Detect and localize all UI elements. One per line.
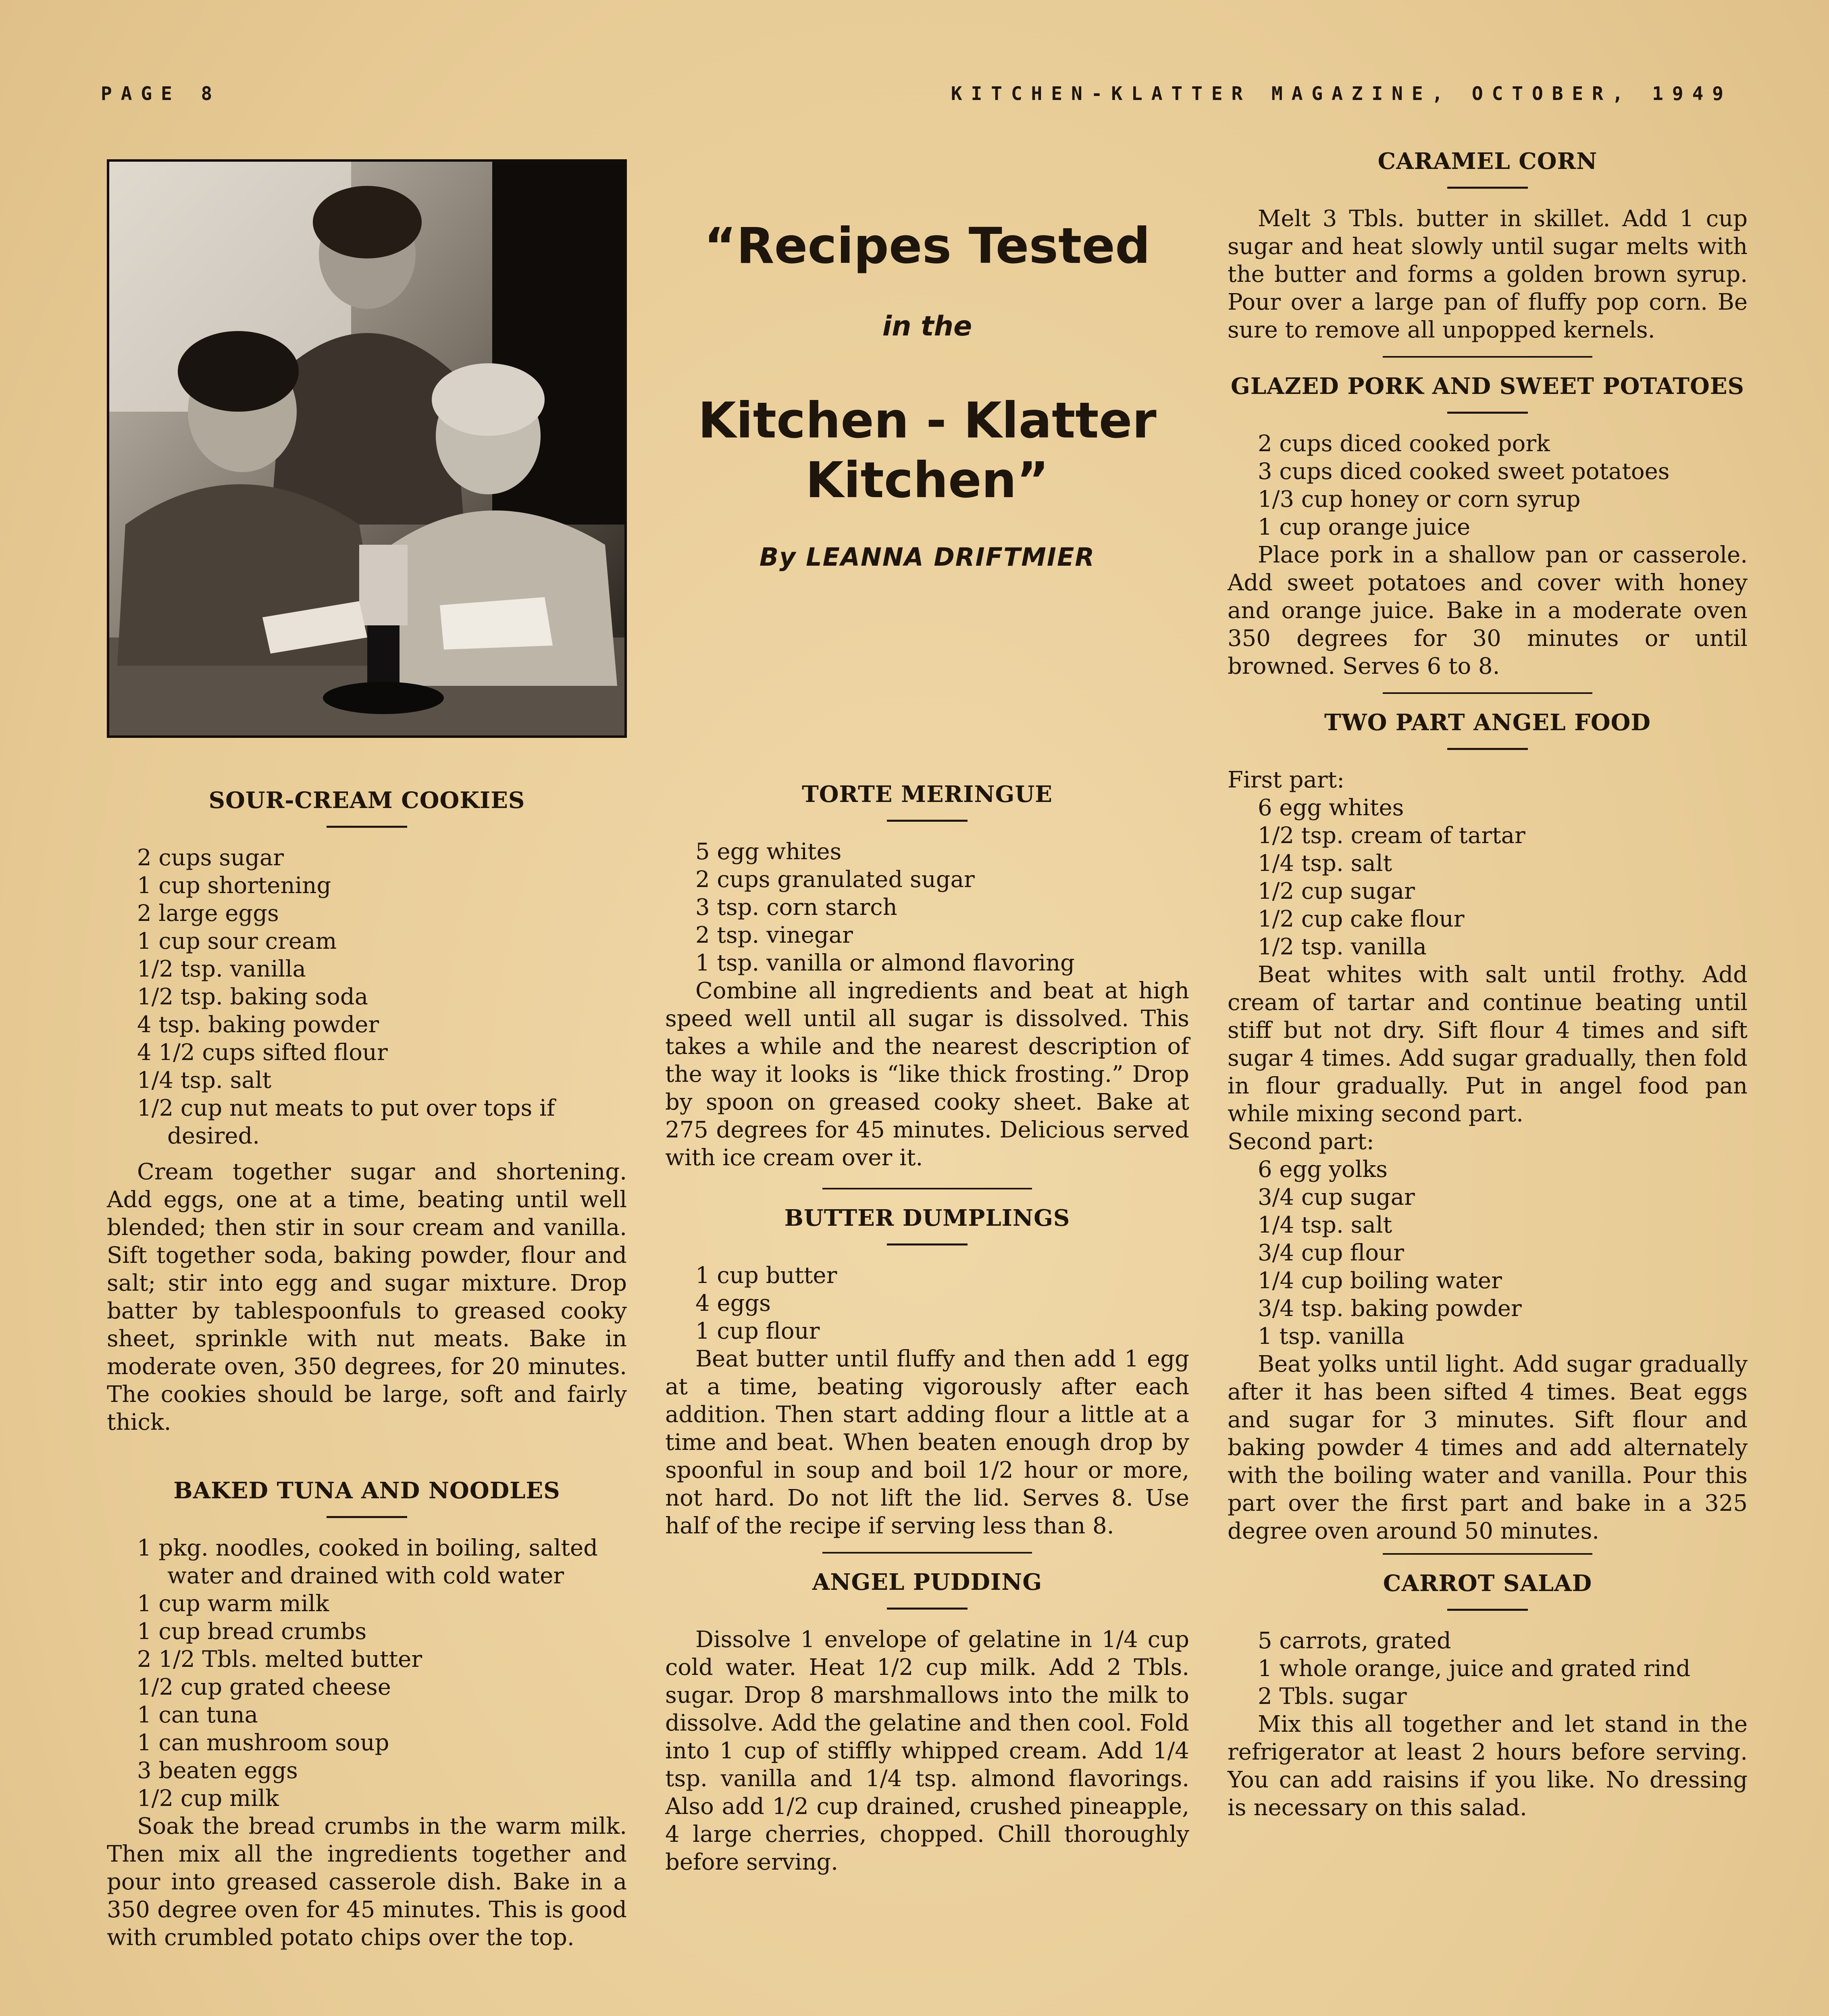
section-divider bbox=[822, 1188, 1032, 1189]
ingredient: 2 cups sugar bbox=[137, 845, 284, 871]
column-1 bbox=[107, 786, 627, 1951]
recipe-body-sour-cream-cookies: Cream together sugar and shortening. Add eggs, one at a time, beating until well blended; then stir in sour cream and vanilla. Sift together soda, baking powder, flour and salt; stir into egg and sugar mixture. Drop batter by tablespoonfuls to greased cooky sheet, sprinkle with nut meats. Bake in moderate oven, 350 degrees, for 20 minutes. The cookies should be large, soft and fairly thick. bbox=[107, 1159, 627, 1435]
ingredient: 1/4 tsp. salt bbox=[1258, 850, 1392, 877]
ingredient: 2 1/2 Tbls. melted butter bbox=[137, 1646, 422, 1672]
ingredient: 6 egg whites bbox=[1258, 795, 1404, 821]
column-3 bbox=[1228, 147, 1748, 1822]
ingredients-first-part bbox=[1228, 794, 1748, 961]
ingredient: 5 egg whites bbox=[695, 839, 842, 865]
ingredient: 1/2 tsp. vanilla bbox=[137, 956, 306, 982]
ingredients-carrot-salad bbox=[1228, 1627, 1748, 1710]
ingredient: 1 pkg. noodles, cooked in boiling, salted water and drained with cold water bbox=[137, 1535, 598, 1589]
ingredient: 1/2 cup cake flour bbox=[1258, 906, 1465, 932]
ingredient: 3 beaten eggs bbox=[137, 1758, 298, 1784]
recipe-body-butter-dumplings: Beat butter until fluffy and then add 1 egg at a time, beating vigorously after each addition. Then start adding flour a little at a time and beat. When beaten enough drop by spoonful in soup and boil 1/2 hour or more, not hard. Do not lift the lid. Serves 8. Use half of the recipe if serving less than 8. bbox=[665, 1346, 1189, 1539]
ingredient: 1 whole orange, juice and grated rind bbox=[1258, 1656, 1691, 1682]
recipe-body-torte-meringue: Combine all ingredients and beat at high speed well until all sugar is dissolved. This takes a while and the nearest description of the way it looks is “like thick frosting.” Drop by spoon on greased cooky sheet. Bake at 275 degrees for 45 minutes. Delicious served with ice cream over it. bbox=[665, 978, 1189, 1171]
recipe-title-sour-cream-cookies: SOUR-CREAM COOKIES bbox=[208, 787, 525, 814]
ingredient: 1 can tuna bbox=[137, 1702, 258, 1728]
ingredient: 1/2 cup grated cheese bbox=[137, 1674, 391, 1700]
page-header bbox=[101, 83, 1732, 115]
ingredient: 1/2 tsp. vanilla bbox=[1258, 934, 1427, 960]
recipe-title-two-part-angel-food: TWO PART ANGEL FOOD bbox=[1324, 709, 1651, 736]
ingredient: 1/4 tsp. salt bbox=[1258, 1212, 1392, 1238]
recipe-body-baked-tuna: Soak the bread crumbs in the warm milk. Then mix all the ingredients together and pour into greased casserole dish. Bake in a 350 degree oven for 45 minutes. This is good with crumbled potato chips over the top. bbox=[107, 1813, 627, 1951]
title-line-2: in the bbox=[882, 310, 972, 342]
ingredient: 1 cup orange juice bbox=[1258, 514, 1471, 540]
title-line-3a: Kitchen - Klatter bbox=[698, 392, 1157, 449]
ingredient: 2 Tbls. sugar bbox=[1258, 1683, 1407, 1710]
ingredient: 2 cups diced cooked pork bbox=[1258, 431, 1550, 457]
photo-illustration bbox=[109, 162, 624, 735]
ingredient: 6 egg yolks bbox=[1258, 1156, 1388, 1183]
ingredient: 2 tsp. vinegar bbox=[695, 922, 853, 948]
ingredient: 4 1/2 cups sifted flour bbox=[137, 1039, 388, 1066]
ingredient: 3 tsp. corn starch bbox=[695, 894, 897, 921]
section-divider bbox=[822, 1552, 1032, 1554]
ingredient: 1/2 cup nut meats to put over tops if desired. bbox=[137, 1095, 555, 1149]
magazine-dateline: KITCHEN-KLATTER MAGAZINE, OCTOBER, 1949 bbox=[951, 83, 1732, 104]
ingredient: 1/4 tsp. salt bbox=[137, 1067, 272, 1093]
recipe-body-second-part: Beat yolks until light. Add sugar gradually after it has been sifted 4 times. Beat eggs and sugar for 3 minutes. Sift flour and baking powder 4 times and add alternately with the boiling water and vanilla. Pour this part over the first part and bake in a 325 degree oven around 50 minutes. bbox=[1228, 1351, 1748, 1544]
column-2 bbox=[665, 780, 1189, 1876]
title-line-1: “Recipes Tested bbox=[704, 217, 1151, 275]
article-title bbox=[665, 218, 1189, 572]
first-part-label: First part: bbox=[1228, 767, 1344, 793]
ingredient: 3/4 cup sugar bbox=[1258, 1184, 1415, 1210]
ingredient: 1 cup warm milk bbox=[137, 1591, 329, 1617]
ingredient: 2 large eggs bbox=[137, 900, 279, 927]
ingredient: 1/2 cup sugar bbox=[1258, 878, 1415, 904]
photo-of-three-women bbox=[107, 159, 627, 738]
recipe-body-first-part: Beat whites with salt until frothy. Add cream of tartar and continue beating until stiff but not dry. Sift flour 4 times and sift sugar 4 times. Add sugar gradually, then fold in flour gradually. Put in angel food pan while mixing second part. bbox=[1228, 962, 1748, 1127]
ingredient: 4 eggs bbox=[695, 1290, 771, 1316]
title-line-3b: Kitchen” bbox=[805, 452, 1049, 509]
ingredient: 3 cups diced cooked sweet potatoes bbox=[1258, 458, 1670, 485]
ingredient: 1/4 cup boiling water bbox=[1258, 1268, 1502, 1294]
ingredients-butter-dumplings bbox=[665, 1262, 1189, 1345]
recipe-title-angel-pudding: ANGEL PUDDING bbox=[812, 1569, 1042, 1595]
recipe-title-torte-meringue: TORTE MERINGUE bbox=[802, 781, 1053, 808]
ingredient: 1 cup sour cream bbox=[137, 928, 337, 954]
recipe-body-caramel-corn: Melt 3 Tbls. butter in skillet. Add 1 cup sugar and heat slowly until sugar melts with the butter and forms a golden brown syrup. Pour over a large pan of fluffy pop corn. Be sure to remove all unpopped kernels. bbox=[1228, 206, 1748, 343]
divider bbox=[887, 1608, 968, 1610]
recipe-title-baked-tuna: BAKED TUNA AND NOODLES bbox=[173, 1477, 560, 1504]
recipe-body-carrot-salad: Mix this all together and let stand in the refrigerator at least 2 hours before serving. You can add raisins if you like. No dressing is necessary on this salad. bbox=[1228, 1711, 1748, 1821]
ingredients-baked-tuna bbox=[107, 1534, 627, 1812]
ingredient: 1 cup butter bbox=[695, 1262, 837, 1289]
ingredient: 2 cups granulated sugar bbox=[695, 866, 975, 893]
byline: By LEANNA DRIFTMIER bbox=[759, 542, 1095, 572]
divider bbox=[1447, 412, 1528, 414]
recipe-body-glazed-pork: Place pork in a shallow pan or casserole. Add sweet potatoes and cover with honey and orange juice. Bake in a moderate oven 350 degrees for 30 minutes or until browned. Serves 6 to 8. bbox=[1228, 542, 1748, 679]
divider bbox=[1447, 748, 1528, 750]
ingredients-glazed-pork bbox=[1228, 430, 1748, 541]
ingredient: 1 cup flour bbox=[695, 1318, 820, 1344]
ingredients-torte-meringue bbox=[665, 838, 1189, 977]
ingredient: 1 can mushroom soup bbox=[137, 1730, 389, 1756]
recipe-title-glazed-pork: GLAZED PORK AND SWEET POTATOES bbox=[1231, 373, 1744, 400]
divider bbox=[327, 1516, 407, 1518]
divider bbox=[1447, 187, 1528, 189]
recipe-title-butter-dumplings: BUTTER DUMPLINGS bbox=[784, 1205, 1070, 1231]
recipe-title-carrot-salad: CARROT SALAD bbox=[1383, 1570, 1592, 1597]
section-divider bbox=[1383, 692, 1592, 694]
ingredient: 1/3 cup honey or corn syrup bbox=[1258, 486, 1581, 512]
ingredient: 1 cup shortening bbox=[137, 873, 331, 899]
ingredient: 1 cup bread crumbs bbox=[137, 1618, 367, 1645]
ingredient: 3/4 tsp. baking powder bbox=[1258, 1295, 1522, 1322]
ingredient: 1/2 cup milk bbox=[137, 1785, 279, 1812]
second-part-label: Second part: bbox=[1228, 1129, 1374, 1155]
divider bbox=[1447, 1609, 1528, 1611]
ingredient: 1 tsp. vanilla or almond flavoring bbox=[695, 950, 1075, 976]
section-divider bbox=[1383, 356, 1592, 358]
recipe-title-caramel-corn: CARAMEL CORN bbox=[1377, 148, 1598, 175]
ingredient: 1/2 tsp. baking soda bbox=[137, 984, 368, 1010]
divider bbox=[887, 1243, 968, 1245]
ingredient: 1 tsp. vanilla bbox=[1258, 1323, 1405, 1350]
ingredients-second-part bbox=[1228, 1156, 1748, 1350]
divider bbox=[327, 826, 407, 828]
ingredient: 5 carrots, grated bbox=[1258, 1628, 1451, 1654]
ingredient: 3/4 cup flour bbox=[1258, 1240, 1404, 1266]
divider bbox=[887, 820, 968, 822]
ingredient: 4 tsp. baking powder bbox=[137, 1012, 379, 1038]
page-number: PAGE 8 bbox=[101, 83, 221, 104]
recipe-body-angel-pudding: Dissolve 1 envelope of gelatine in 1/4 cup cold water. Heat 1/2 cup milk. Add 2 Tbls. sugar. Drop 8 marshmallows into the milk to dissolve. Add the gelatine and then cool. Fold into 1 cup of stiffly whipped cream. Add 1/4 tsp. vanilla and 1/4 tsp. almond flavorings. Also add 1/2 cup drained, crushed pineapple, 4 large cherries, chopped. Chill thoroughly before serving. bbox=[665, 1627, 1189, 1875]
ingredient: 1/2 tsp. cream of tartar bbox=[1258, 823, 1525, 849]
section-divider bbox=[1383, 1553, 1592, 1555]
ingredients-sour-cream-cookies bbox=[107, 844, 627, 1150]
